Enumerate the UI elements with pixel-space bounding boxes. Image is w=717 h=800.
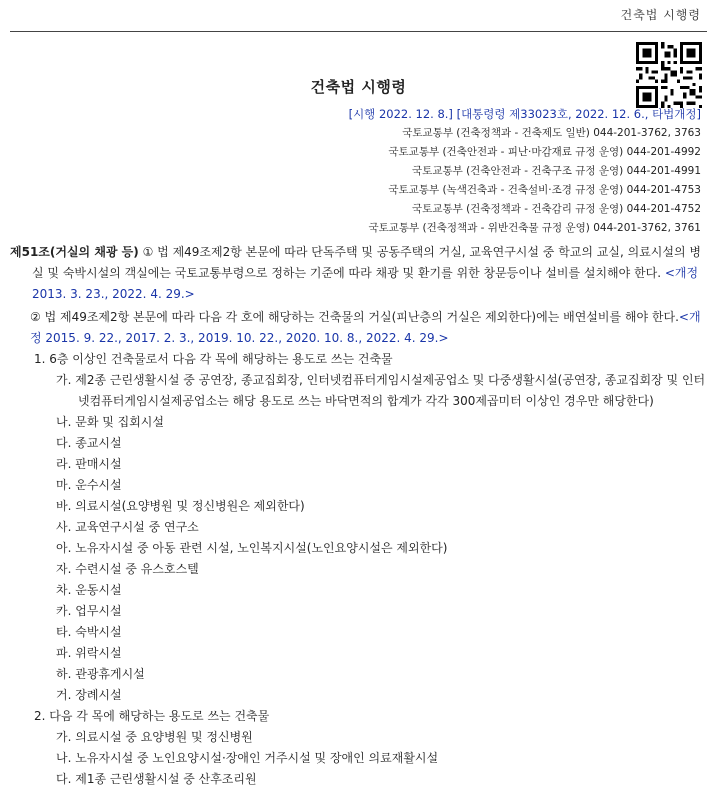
list-subitem: 바. 의료시설(요양병원 및 정신병원은 제외한다) <box>56 499 305 513</box>
list-subitem: 라. 판매시설 <box>56 457 122 471</box>
list-subitem: 사. 교육연구시설 중 연구소 <box>56 520 199 534</box>
qr-code <box>636 42 702 108</box>
enforcement-info <box>349 106 701 122</box>
list-subitem: 가. 의료시설 중 요양병원 및 정신병원 <box>56 730 253 744</box>
list-subitem: 나. 문화 및 집회시설 <box>56 415 164 429</box>
header-divider <box>10 31 707 32</box>
document-title: 건축법 시행령 <box>310 78 407 96</box>
contact-line: 국토교통부 (건축정책과 - 건축제도 일반) 044-201-3762, 3763 <box>402 127 701 139</box>
enforcement-date: [시행 2022. 12. 8.] <box>348 107 453 121</box>
contact-line: 국토교통부 (건축정책과 - 위반건축물 규정 운영) 044-201-3762, 3761 <box>368 222 701 234</box>
list-subitem: 나. 노유자시설 중 노인요양시설·장애인 거주시설 및 장애인 의료재활시설 <box>56 751 439 765</box>
contact-line: 국토교통부 (건축정책과 - 건축감리 규정 운영) 044-201-4752 <box>412 203 701 215</box>
list-subitem: 차. 운동시설 <box>56 583 122 597</box>
list-subitem: 다. 제1종 근린생활시설 중 산후조리원 <box>56 772 257 786</box>
list-subitem: 아. 노유자시설 중 아동 관련 시설, 노인복지시설(노인요양시설은 제외한다) <box>56 541 448 555</box>
list-item: 1. 6층 이상인 건축물로서 다음 각 목에 해당하는 용도로 쓰는 건축물 <box>34 352 393 366</box>
list-item: 2. 다음 각 목에 해당하는 용도로 쓰는 건축물 <box>34 709 270 723</box>
article-heading: 제51조(거실의 채광 등) <box>10 245 139 259</box>
contact-line: 국토교통부 (건축안전과 - 건축구조 규정 운영) 044-201-4991 <box>412 165 701 177</box>
list-subitem: 타. 숙박시설 <box>56 625 122 639</box>
paragraph-2 <box>10 307 706 349</box>
list-subitem: 카. 업무시설 <box>56 604 122 618</box>
contact-line: 국토교통부 (녹색건축과 - 건축설비·조경 규정 운영) 044-201-4753 <box>388 184 701 196</box>
amendment-link-1[interactable]: <개정 2013. 3. 23., 2022. 4. 29.> <box>32 266 699 301</box>
ministry-contacts <box>368 124 701 238</box>
amendment-link-2[interactable]: <개정 2015. 9. 22., 2017. 2. 3., 2019. 10. 22., 2020. 10. 8., 2022. 4. 29.> <box>30 310 701 345</box>
list-subitem: 다. 종교시설 <box>56 436 122 450</box>
list-subitem: 가. 제2종 근린생활시설 중 공연장, 종교집회장, 인터넷컴퓨터게임시설제공업소 및 다중생활시설(공연장, 종교집회장 및 인터넷컴퓨터게임시설제공업소는 해당 용도로 쓰는 바닥면적의 합계가 각각 300제곱미터 이상인 경우만 해당한다) <box>56 373 706 408</box>
paragraph-2-text: ② 법 제49조제2항 본문에 따라 다음 각 호에 해당하는 건축물의 거실(피난층의 거실은 제외한다)에는 배연설비를 해야 한다. <box>30 310 679 324</box>
article-body <box>10 242 706 790</box>
list-subitem: 파. 위락시설 <box>56 646 122 660</box>
decree-link[interactable]: [대통령령 제33023호, 2022. 12. 6., 타법개정] <box>456 107 701 121</box>
paragraph-1 <box>10 242 706 305</box>
list-subitem: 마. 운수시설 <box>56 478 122 492</box>
list-subitem: 자. 수련시설 중 유스호스텔 <box>56 562 199 576</box>
header-label: 건축법 시행령 <box>620 8 701 22</box>
list-subitem: 하. 관광휴게시설 <box>56 667 145 681</box>
list-subitem: 거. 장례시설 <box>56 688 122 702</box>
paragraph-1-text: ① 법 제49조제2항 본문에 따라 단독주택 및 공동주택의 거실, 교육연구시설 중 학교의 교실, 의료시설의 병실 및 숙박시설의 객실에는 국토교통부령으로 정하는 기준에 따라 채광 및 환기를 위한 창문등이나 설비를 설치해야 한다. <box>32 245 701 280</box>
contact-line: 국토교통부 (건축안전과 - 피난·마감재료 규정 운영) 044-201-4992 <box>388 146 701 158</box>
